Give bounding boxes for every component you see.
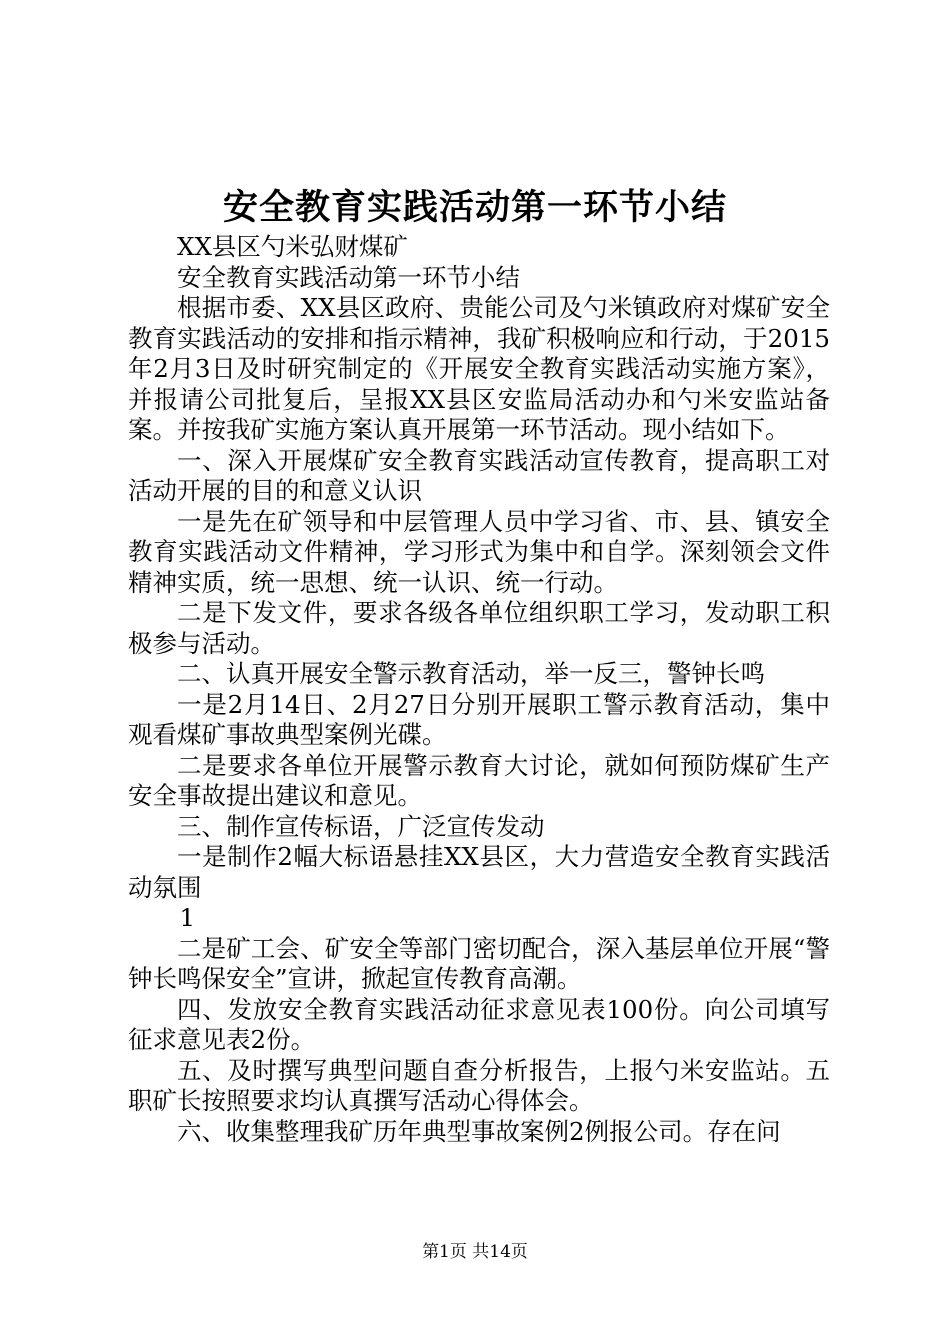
paragraph-item: 二是矿工会、矿安全等部门密切配合，深入基层单位开展“警钟长鸣保安全”宣讲，掀起宣传教育高潮。 <box>128 933 830 993</box>
paragraph-item: 二是要求各单位开展警示教育大讨论，就如何预防煤矿生产安全事故提出建议和意见。 <box>128 750 830 810</box>
paragraph-item: 一是2月14日、2月27日分别开展职工警示教育活动，集中观看煤矿事故典型案例光碟。 <box>128 689 830 749</box>
page-footer: 第1页 共14页 <box>422 1242 528 1262</box>
paragraph-item: 一是先在矿领导和中层管理人员中学习省、市、县、镇安全教育实践活动文件精神，学习形式为集中和自学。深刻领会文件精神实质，统一思想、统一认识、统一行动。 <box>128 506 830 597</box>
paragraph-item: 一是制作2幅大标语悬挂XX县区，大力营造安全教育实践活动氛围 <box>128 842 830 902</box>
document-title: 安全教育实践活动第一环节小结 <box>222 187 727 228</box>
paragraph-item: 二是下发文件，要求各级各单位组织职工学习，发动职工积极参与活动。 <box>128 598 830 658</box>
paragraph-intro: 根据市委、XX县区政府、贵能公司及勺米镇政府对煤矿安全教育实践活动的安排和指示精神，我矿积极响应和行动，于2015年2月3日及时研究制定的《开展安全教育实践活动实施方案》，并报请公司批复后，呈报XX县区安监局活动办和勺米安监站备案。并按我矿实施方案认真开展第一环节活动。现小结如下。 <box>128 293 830 444</box>
paragraph-company: XX县区勺米弘财煤矿 <box>177 232 408 261</box>
paragraph-heading-4: 四、发放安全教育实践活动征求意见表100份。向公司填写征求意见表2份。 <box>128 994 830 1054</box>
paragraph-heading-6: 六、收集整理我矿历年典型事故案例2例报公司。存在问 <box>177 1116 781 1146</box>
paragraph-heading-3: 三、制作宣传标语，广泛宣传发动 <box>177 811 545 841</box>
paragraph-heading-5: 五、及时撰写典型问题自查分析报告，上报勺米安监站。五职矿长按照要求均认真撰写活动心得体会。 <box>128 1055 830 1115</box>
paragraph-subtitle: 安全教育实践活动第一环节小结 <box>177 262 520 292</box>
document-body <box>128 232 830 1147</box>
paragraph-heading-2: 二、认真开展安全警示教育活动，举一反三，警钟长鸣 <box>177 659 765 688</box>
paragraph-heading-1: 一、深入开展煤矿安全教育实践活动宣传教育，提高职工对活动开展的目的和意义认识 <box>128 445 830 505</box>
inline-page-number: 1 <box>179 903 196 932</box>
